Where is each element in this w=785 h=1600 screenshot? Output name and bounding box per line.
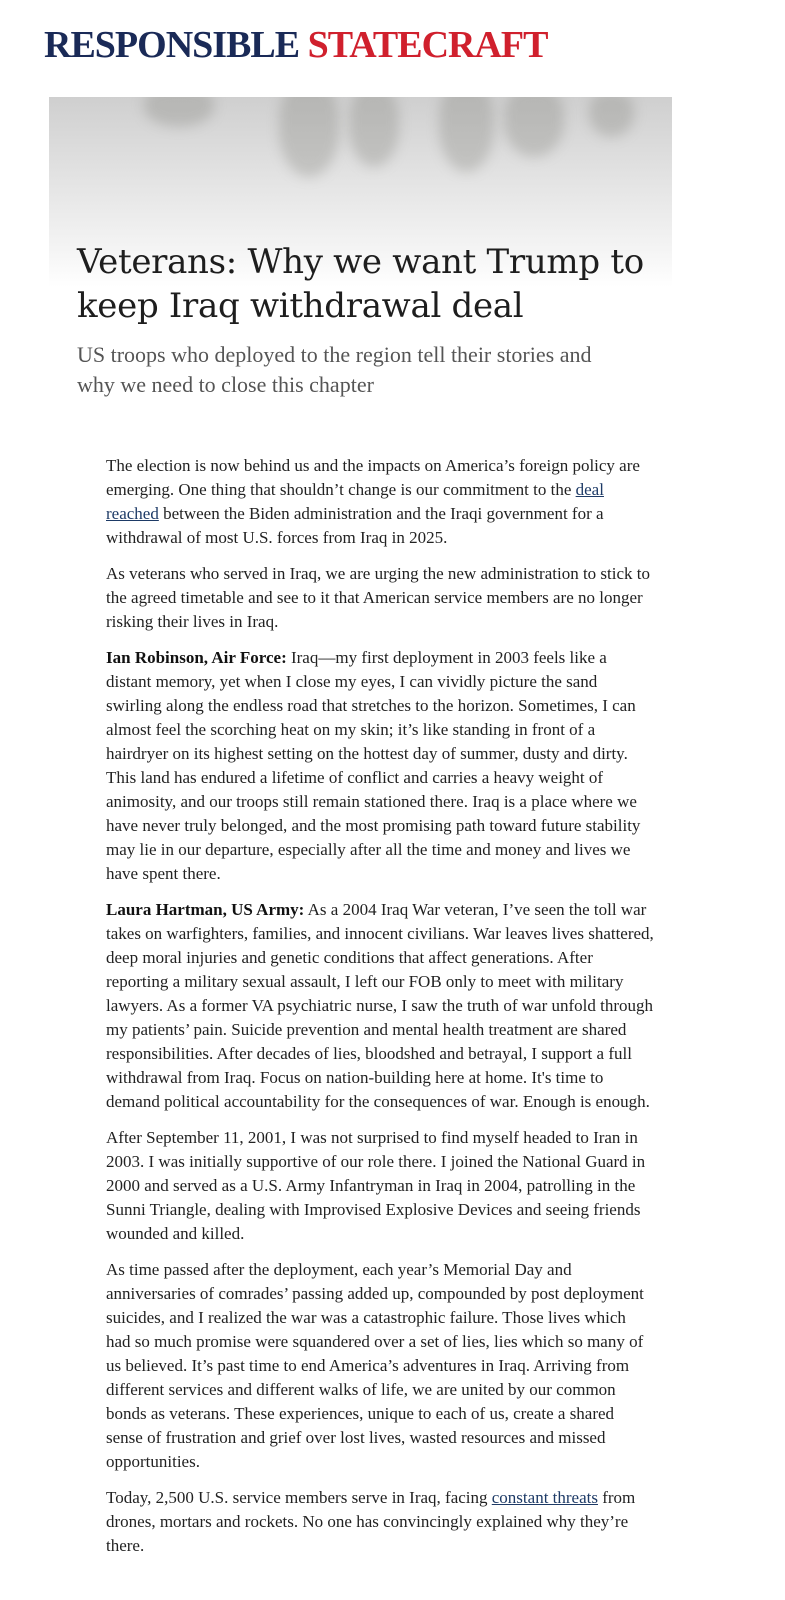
deal-reached-link[interactable]: deal reached [106, 480, 604, 523]
speaker-laura-hartman: Laura Hartman, US Army: [106, 900, 305, 919]
constant-threats-link[interactable]: constant threats [491, 1488, 598, 1507]
paragraph-3: Ian Robinson, Air Force: Iraq—my first deployment in 2003 feels like a distant memory, yet when I close my eyes, I can vividly picture the sand swirling along the endless road that stretches to the horizon. Sometimes, I can almost feel the scorching heat on my skin; it’s like standing in front of a hairdryer on its highest setting on the hottest day of summer, dusty and dirty. This land has endured a lifetime of conflict and carries a heavy weight of animosity, and our troops still remain stationed there. Iraq is a place where we have never truly belonged, and the most promising path toward future stability may lie in our departure, especially after all the time and money and lives we have spent there. [106, 648, 641, 883]
paragraph-2: As veterans who served in Iraq, we are urging the new administration to stick to the agreed timetable and see to it that American service members are no longer risking their lives in Iraq. [106, 564, 651, 631]
paragraph-6: As time passed after the deployment, each year’s Memorial Day and anniversaries of comrades’ passing added up, compounded by post deployment suicides, and I realized the war was a catastrophic failure. Those lives which had so much promise were squandered over a set of lies, lies which so many of us believed. It’s past time to end America’s adventures in Iraq. Arriving from different services and different walks of life, we are united by our common bonds as veterans. These experiences, unique to each of us, create a shared sense of frustration and grief over lost lives, wasted resources and missed opportunities. [106, 1260, 644, 1471]
article-subheadline: US troops who deployed to the region tell their stories and why we need to close this chapter [77, 342, 592, 397]
logo-statecraft: STATECRAFT [307, 24, 548, 66]
article-body [106, 454, 654, 1570]
paragraph-4: Laura Hartman, US Army: As a 2004 Iraq War veteran, I’ve seen the toll war takes on warfighters, families, and innocent civilians. War leaves lives shattered, deep moral injuries and genetic conditions that affect generations. After reporting a military sexual assault, I left our FOB only to meet with military lawyers. As a former VA psychiatric nurse, I saw the truth of war unfold through my patients’ pain. Suicide prevention and mental health treatment are shared responsibilities. After decades of lies, bloodshed and betrayal, I support a full withdrawal from Iraq. Focus on nation-building here at home. It's time to demand political accountability for the consequences of war. Enough is enough. [106, 900, 654, 1111]
site-logo[interactable] [44, 22, 547, 68]
paragraph-5: After September 11, 2001, I was not surprised to find myself headed to Iran in 2003. I was initially supportive of our role there. I joined the National Guard in 2000 and served as a U.S. Army Infantryman in Iraq in 2004, patrolling in the Sunni Triangle, dealing with Improvised Explosive Devices and seeing friends wounded and killed. [106, 1128, 646, 1243]
speaker-ian-robinson: Ian Robinson, Air Force: [106, 648, 287, 667]
article-headline: Veterans: Why we want Trump to keep Iraq withdrawal deal [77, 242, 644, 326]
logo-responsible: RESPONSIBLE [44, 24, 300, 66]
paragraph-7: Today, 2,500 U.S. service members serve in Iraq, facing constant threats from drones, mortars and rockets. No one has convincingly explained why they’re there. [106, 1488, 636, 1555]
paragraph-1: The election is now behind us and the impacts on America’s foreign policy are emerging. One thing that shouldn’t change is our commitment to the deal reached between the Biden administration and the Iraqi government for a withdrawal of most U.S. forces from Iraq in 2025. [106, 456, 640, 547]
